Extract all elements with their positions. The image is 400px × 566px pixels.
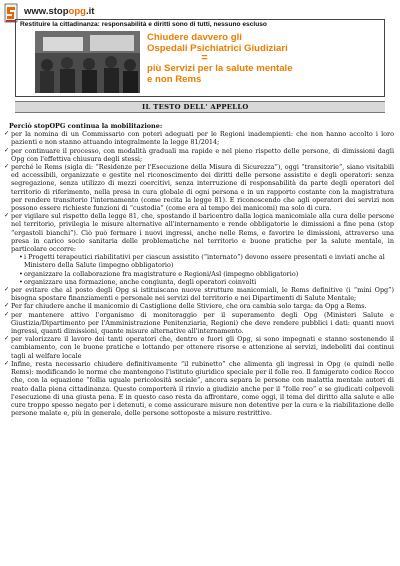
checkmark-icon: ✓ — [4, 212, 10, 220]
demand-item — [5, 147, 394, 163]
checkmark-icon: ✓ — [4, 335, 10, 343]
bullet-icon: • — [19, 253, 23, 262]
demand-item — [5, 163, 394, 212]
demand-subitem — [19, 253, 394, 269]
demand-item — [5, 360, 394, 417]
checkmark-icon: ✓ — [4, 310, 10, 318]
demand-subitem — [19, 278, 394, 286]
tagline: Restituire la cittadinanza: responsabilità e diritti sono di tutti, nessuno escluso — [20, 21, 267, 28]
checkmark-icon: ✓ — [4, 163, 10, 171]
checkmark-icon: ✓ — [4, 302, 10, 310]
subitem-text: i Progetti terapeutici riabilitativi per ciascun assistito (“internato”) devono essere presentati e inviati anche al Ministero della Salute (impegno obbligatorio) — [24, 253, 385, 270]
appeal-heading: Chiudere davvero gli Ospedali Psichiatrici Giudiziari = più Servizi per la salute mentale e non Rems — [147, 32, 293, 85]
header-box — [15, 19, 385, 97]
demand-text: perché le Rems (sigla di: “Residenze per l'Esecuzione della Misura di Sicurezza”), oggi “transitorie”, siano visitabili ed accessibili, organizzate e gestite nel riconoscimento dei diritti delle persone assistite e degli operatori: senza segregazione, senza utilizzo di mezzi coercitivi, senza interruzione di responsabilità da parte degli operatori del territorio di riferimento, nella presa in cura globale di ogni persona e in un rapporto costante con la magistratura per rendere transitorio l'internamento (come recita la legge 81). E riconoscendo che agli operatori dei servizi non possono essere richieste funzioni di “custodia” (come era al tempo dei manicomi) ma solo di cura. — [11, 163, 394, 213]
demand-text: per la nomina di un Commissario con poteri adeguati per le Regioni inadempienti: che non hanno accolto i loro pazienti e non stanno attuando integralmente la legge 81/2014; — [11, 130, 394, 147]
appeal-text — [5, 122, 394, 417]
demand-item — [5, 130, 394, 146]
bullet-icon: • — [19, 269, 23, 278]
demands-list — [5, 130, 394, 417]
intro-line: Perciò stopOPG continua la mobilitazione: — [9, 122, 163, 130]
demand-text: per evitare che al posto degli Opg si istituiscano nuove strutture manicomiali, le Rems definitive (i “mini Opg”) bisogna spostare finanziamenti e personale nei servizi del territorio e nei Dipartimenti di Salute Mentale; — [11, 286, 394, 303]
demand-item — [5, 302, 394, 310]
demand-text: per mantenere attivo l'organismo di monitoraggio per il superamento degli Opg (Ministeri Salute e Giustizia/Dipartimento per l'Amministrazione Penitenziaria, Regioni) che deve rendere pubblici i dati: quanti nuovi ingressi, quanti dimissioni, quante misure alternative all'internamento. — [11, 310, 394, 336]
checkmark-icon: ✓ — [4, 359, 10, 367]
demand-item — [5, 335, 394, 360]
bullet-icon: • — [19, 277, 23, 286]
section-title: IL TESTO DELL' APPELLO — [142, 102, 249, 111]
demand-text: Per far chiudere anche il manicomio di Castiglione delle Stiviere, che ora cambia solo targa: da Opg a Rems. — [11, 302, 367, 311]
checkmark-icon: ✓ — [4, 146, 10, 154]
demand-item — [5, 311, 394, 336]
demand-text: per continuare il processo, con modalità graduali ma rapide e nel pieno rispetto delle persone, di dimissioni dagli Opg con l'effettiva chiusura degli stessi; — [11, 146, 394, 163]
demand-item — [5, 286, 394, 302]
subitem-text: organizzare una formazione, anche congiunta, degli operatori coinvolti — [24, 277, 257, 286]
subitem-text: organizzare la collaborazione fra magistrature e Regioni/Asl (impegno obbligatorio) — [24, 269, 299, 278]
demand-subitem — [19, 270, 394, 278]
demand-subitems — [11, 253, 394, 286]
checkmark-icon: ✓ — [4, 130, 10, 138]
checkmark-icon: ✓ — [4, 286, 10, 294]
section-title-bar — [15, 101, 385, 113]
demand-item — [5, 212, 394, 286]
protest-photo — [35, 31, 140, 93]
demand-text: Infine, resta necessario chiudere definitivamente “il rubinetto” che alimenta gli ingressi in Opg (e quindi nelle Rems): modificando le norme che mantengono l'istituto giuridico speciale per il folle reo. Il famigerato codice Rocco che, con la equazione “follia uguale pericolosità sociale”, ancora separa le persone con malattia mentale autori di reato dalla piena cittadinanza. Questo comporterà il rinvio a giudizio anche per il “folle reo” e se giudicati colpevoli l'esecuzione di una giusta pena. E in questo caso resta da affrontare, come oggi, il tema del diritto alla salute e alle cure troppo spesso negato per i detenuti, e come assicurare misure non detentive per la cura e la riabilitazione delle persone malate e, più in generale, delle persone sottoposte a misure restrittive. — [11, 359, 394, 418]
demand-text: per vigilare sul rispetto della legge 81, che, spostando il baricentro dalla logica manicomiale alla cura delle persone nel territorio, privilegia le misure alternative all'internamento e rende obbligatorie le dimissioni a fine pena (stop “ergastoli bianchi”). Ciò può fermare i nuovi ingressi, anche nelle Rems, e favorire le dimissioni, attraverso una presa in carico socio sanitaria delle problematiche nel territorio e buone pratiche per la salute mentale, in particolare occorre: — [11, 212, 394, 254]
demand-text: per valorizzare il lavoro dei tanti operatori che, dentro e fuori gli Opg, si sono impegnati e stanno sostenendo il cambiamento, con le buone pratiche e lottando per ottenere risorse e attenzione ai servizi, indeboliti dai continui tagli al welfare locale — [11, 335, 394, 360]
site-url[interactable]: www.stopopg.it — [24, 6, 95, 17]
